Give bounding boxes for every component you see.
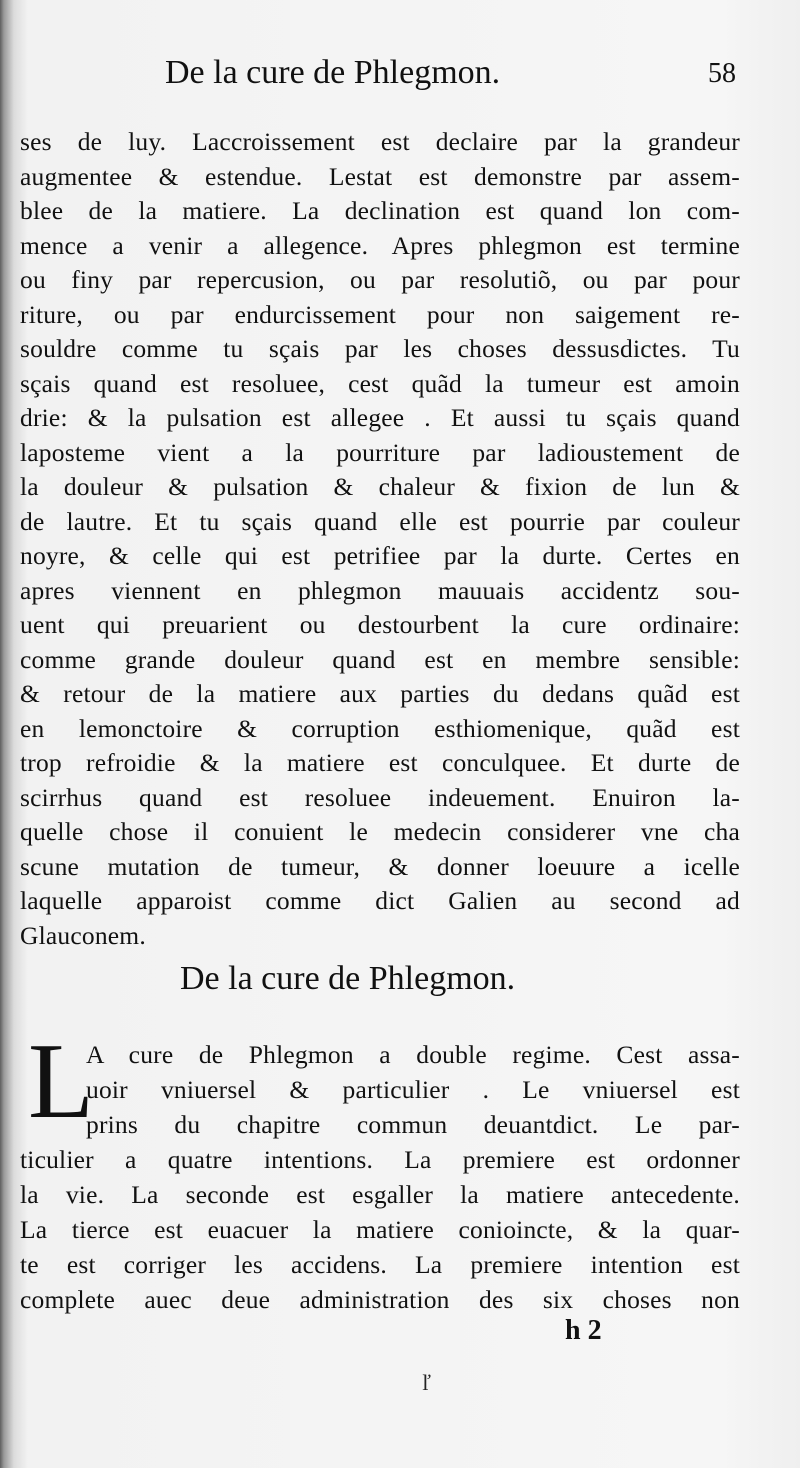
text-line: ticulier a quatre intentions. La premiere est ordonner [20, 1145, 740, 1174]
signature-mark: h 2 [565, 1315, 602, 1346]
text-line: & retour de la matiere aux parties du dedans quãd est [20, 679, 740, 708]
text-line: complete auec deue administration des six choses non [20, 1285, 740, 1314]
text-line: prins du chapitre commun deuantdict. Le par- [86, 1110, 740, 1139]
text-line: riture, ou par endurcissement pour non saigement re- [20, 299, 740, 329]
text-line: A cure de Phlegmon a double regime. Cest assa- [86, 1040, 740, 1069]
text-line: ou finy par repercusion, ou par resolutiõ, ou par pour [20, 265, 740, 294]
text-line: la vie. La seconde est esgaller la matiere antecedente. [20, 1180, 740, 1209]
text-line: scune mutation de tumeur, & donner loeuure a icelle [20, 851, 740, 881]
text-line: mence a venir a allegence. Apres phlegmon est termine [20, 230, 740, 260]
text-line: en lemonctoire & corruption esthiomenique, quãd est [20, 713, 740, 743]
text-line: apres viennent en phlegmon mauuais accidentz sou- [20, 575, 740, 605]
page-number: 58 [708, 58, 736, 89]
text-line: blee de la matiere. La declination est quand lon com- [20, 196, 740, 225]
text-line: noyre, & celle qui est petrifiee par la durte. Certes en [20, 541, 740, 570]
text-line: uent qui preuarient ou destourbent la cure ordinaire: [20, 610, 740, 639]
text-line: La tierce est euacuer la matiere conioincte, & la quar- [20, 1215, 740, 1244]
text-line: sçais quand est resoluee, cest quãd la tumeur est amoin [20, 368, 740, 398]
printer-mark: ľ [422, 1370, 431, 1395]
section-heading: De la cure de Phlegmon. [180, 960, 516, 997]
text-line: quelle chose il conuient le medecin considerer vne cha [20, 817, 740, 846]
text-line: drie: & la pulsation est allegee . Et aussi tu sçais quand [20, 403, 740, 432]
text-line: augmentee & estendue. Lestat est demonstre par assem- [20, 161, 740, 191]
text-line: scirrhus quand est resoluee indeuement. Enuiron la- [20, 782, 740, 812]
text-line: Glauconem. [20, 920, 146, 950]
running-head: De la cure de Phlegmon. [165, 54, 501, 91]
text-line: souldre comme tu sçais par les choses dessusdictes. Tu [20, 334, 740, 363]
drop-cap: L [28, 1022, 94, 1141]
text-line: la douleur & pulsation & chaleur & fixion de lun & [20, 472, 740, 501]
text-line: ses de luy. Laccroissement est declaire par la grandeur [20, 127, 740, 156]
text-line: laquelle apparoist comme dict Galien au second ad [20, 886, 740, 915]
text-line: uoir vniuersel & particulier . Le vniuersel est [86, 1075, 740, 1104]
text-line: te est corriger les accidens. La premiere intention est [20, 1250, 740, 1279]
text-line: laposteme vient a la pourriture par ladioustement de [20, 437, 740, 467]
text-line: de lautre. Et tu sçais quand elle est pourrie par couleur [20, 506, 740, 536]
text-line: trop refroidie & la matiere est conculquee. Et durte de [20, 748, 740, 777]
text-line: comme grande douleur quand est en membre sensible: [20, 644, 740, 674]
